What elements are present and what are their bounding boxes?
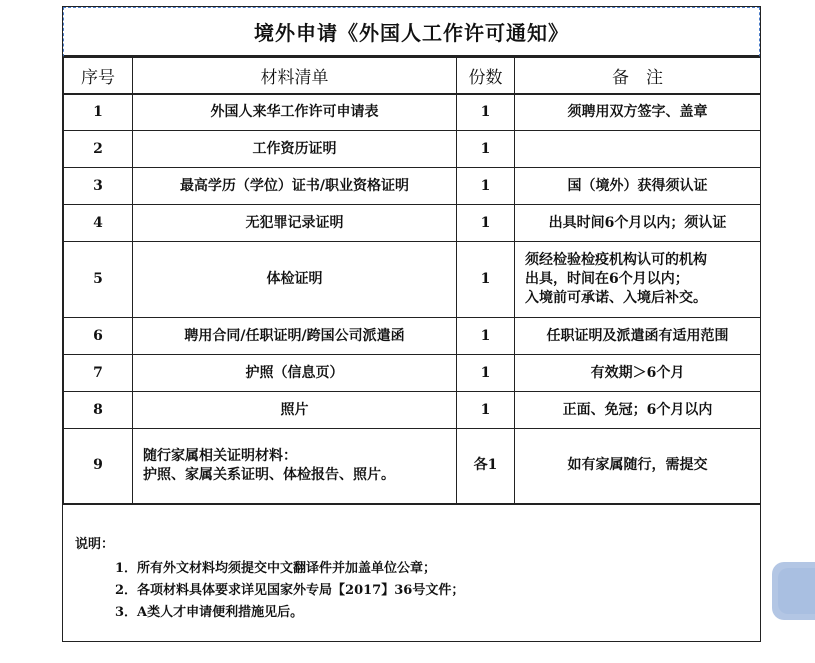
- cell-copies: 1: [457, 242, 515, 318]
- cell-remark: [515, 131, 761, 168]
- cell-serial: 3: [64, 168, 133, 205]
- cell-remark: 出具时间6个月以内；须认证: [515, 205, 761, 242]
- cell-serial: 6: [64, 318, 133, 355]
- cell-material: 工作资历证明: [133, 131, 457, 168]
- header-serial: 序号: [64, 58, 133, 94]
- table-row: [64, 94, 761, 131]
- cell-material: [133, 429, 457, 504]
- cell-remark: 任职证明及派遣函有适用范围: [515, 318, 761, 355]
- remark-line: 出具，时间在6个月以内；: [525, 271, 689, 287]
- table-row: [64, 429, 761, 504]
- cell-remark: 如有家属随行，需提交: [515, 429, 761, 504]
- cell-serial: 4: [64, 205, 133, 242]
- material-line: 随行家属相关证明材料：: [143, 447, 297, 464]
- remark-line: 入境前可承诺、入境后补交。: [525, 290, 707, 306]
- note-item: 2．各项材料具体要求详见国家外专局【2017】36号文件；: [115, 583, 465, 598]
- cell-serial: 2: [64, 131, 133, 168]
- cell-copies: 1: [457, 94, 515, 131]
- cell-material: 最高学历（学位）证书/职业资格证明: [133, 168, 457, 205]
- notes-heading: 说明：: [75, 537, 115, 552]
- cell-remark: 正面、免冠；6个月以内: [515, 392, 761, 429]
- header-material: 材料清单: [133, 58, 457, 94]
- table-row: [64, 392, 761, 429]
- cell-copies: 1: [457, 205, 515, 242]
- table-row: [64, 355, 761, 392]
- cell-remark: 有效期＞6个月: [515, 355, 761, 392]
- cell-serial: 5: [64, 242, 133, 318]
- cell-remark: [515, 242, 761, 318]
- cell-copies: 1: [457, 318, 515, 355]
- note-item: 3．A类人才申请便利措施见后。: [115, 605, 304, 620]
- material-line: 护照、家属关系证明、体检报告、照片。: [143, 466, 395, 483]
- cell-material: 无犯罪记录证明: [133, 205, 457, 242]
- table-row: [64, 242, 761, 318]
- cell-copies: 1: [457, 392, 515, 429]
- cell-copies: 1: [457, 131, 515, 168]
- remark-line: 须经检验检疫机构认可的机构: [525, 252, 707, 268]
- cell-remark: 国（境外）获得须认证: [515, 168, 761, 205]
- cell-serial: 7: [64, 355, 133, 392]
- document-title: 境外申请《外国人工作许可通知》: [63, 7, 760, 57]
- cell-material: 护照（信息页）: [133, 355, 457, 392]
- note-item: 1．所有外文材料均须提交中文翻译件并加盖单位公章；: [115, 561, 437, 576]
- cell-copies: 各1: [457, 429, 515, 504]
- table-row: [64, 168, 761, 205]
- cell-copies: 1: [457, 355, 515, 392]
- notes-section: [75, 534, 745, 624]
- table-row: [64, 131, 761, 168]
- cell-remark: 须聘用双方签字、盖章: [515, 94, 761, 131]
- table-row: [64, 205, 761, 242]
- cell-material: 体检证明: [133, 242, 457, 318]
- header-copies: 份数: [457, 58, 515, 94]
- document-sheet: [62, 6, 761, 642]
- cell-material: 聘用合同/任职证明/跨国公司派遣函: [133, 318, 457, 355]
- cell-material: 照片: [133, 392, 457, 429]
- materials-table: [63, 57, 761, 505]
- side-panel-tab[interactable]: [772, 562, 815, 620]
- cell-serial: 8: [64, 392, 133, 429]
- cell-serial: 1: [64, 94, 133, 131]
- header-remark: 备 注: [515, 58, 761, 94]
- cell-copies: 1: [457, 168, 515, 205]
- table-row: [64, 318, 761, 355]
- cell-material: 外国人来华工作许可申请表: [133, 94, 457, 131]
- table-header-row: [64, 58, 761, 94]
- cell-serial: 9: [64, 429, 133, 504]
